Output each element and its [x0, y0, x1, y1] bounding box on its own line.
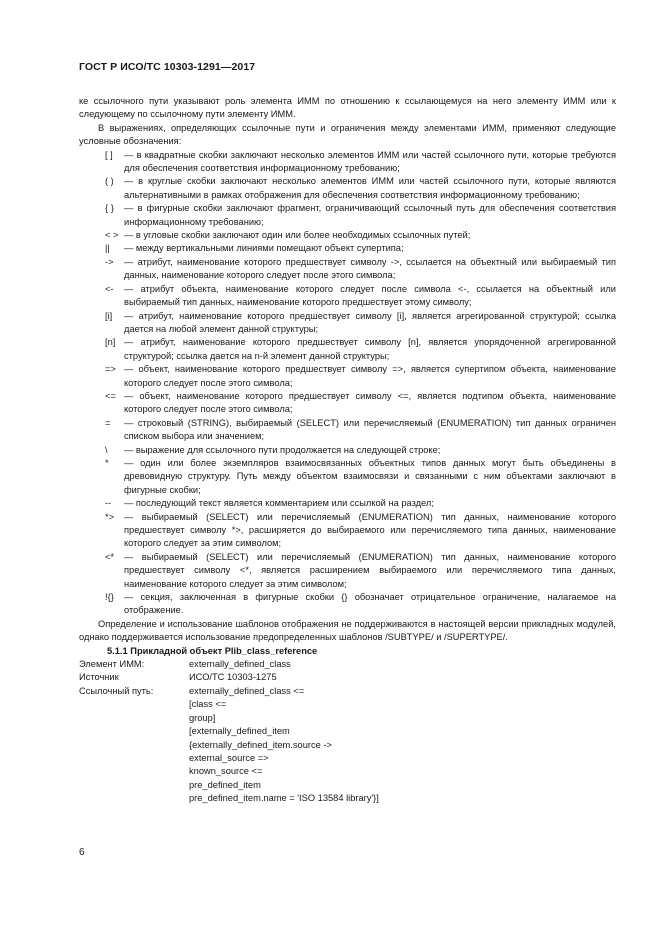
templates-paragraph: Определение и использование шаблонов отображения не поддерживаются в настоящей версии прикладных модулей, однако поддерживается использование предопределенных шаблонов /SUBTYPE/ и /SUPERTYPE/.: [79, 618, 616, 643]
notation-text: — последующий текст является комментарием или ссылкой на раздел;: [124, 498, 434, 509]
path-line: group]: [189, 712, 216, 723]
page-number: 6: [79, 847, 85, 858]
notation-text: — объект, наименование которого предшествует символу <=, является подтипом объекта, наименование которого следует после этого символа;: [124, 390, 616, 415]
notation-text: — выражение для ссылочного пути продолжается на следующей строке;: [124, 444, 441, 455]
notation-text: — строковый (STRING), выбираемый (SELECT) или перечисляемый (ENUMERATION) тип данных ограничен списком выбора или значением;: [124, 417, 616, 442]
notation-list: [79, 149, 616, 618]
notation-text: — в круглые скобки заключают несколько элементов ИММ или частей ссылочного пути, которые являются альтернативными в рамках отображения для обеспечения соответствия информационному требованию;: [124, 176, 616, 200]
notation-item: [79, 283, 616, 310]
section-title: 5.1.1 Прикладной объект Plib_class_reference: [107, 645, 318, 656]
notation-text: — между вертикальными линиями помещают объект супертипа;: [124, 243, 404, 254]
notation-item: [79, 591, 616, 618]
element-value: externally_defined_class: [189, 659, 291, 670]
notation-symbol: <*: [105, 551, 115, 562]
path-line: external_source =>: [189, 752, 269, 763]
notation-item: [79, 202, 616, 229]
notation-text: — в фигурные скобки заключают фрагмент, ограничивающий ссылочный путь для обеспечения соответствия информационному требованию;: [124, 203, 616, 227]
notation-text: — выбираемый (SELECT) или перечисляемый (ENUMERATION) тип данных, наименование которого предшествует символу *>, расширяется до выбираемого или перечисляемого типа данных, наименование которого следует за этим символом;: [124, 511, 616, 549]
notation-item: [79, 390, 616, 417]
source-label: Источник: [79, 672, 119, 683]
notation-intro-paragraph: В выражениях, определяющих ссылочные пути и ограничения между элементами ИММ, применяют следующие условные обозначения:: [79, 122, 616, 147]
notation-item: [79, 229, 616, 242]
notation-symbol: <=: [105, 390, 116, 401]
notation-symbol: --: [105, 498, 112, 509]
notation-text: — секция, заключенная в фигурные скобки {} обозначает отрицательное ограничение, налагаемое на отображение.: [124, 592, 616, 616]
notation-item: [79, 417, 616, 444]
notation-text: — в угловые скобки заключают один или более необходимых ссылочных путей;: [124, 230, 471, 241]
notation-symbol: ||: [105, 243, 110, 254]
notation-symbol: ->: [105, 256, 114, 267]
notation-text: — выбираемый (SELECT) или перечисляемый (ENUMERATION) тип данных, наименование которого предшествует символу <*, является расширением выбираемого или перечисляемого типа данных, наименование которого следует за этим символом;: [124, 551, 616, 589]
path-row: [79, 685, 616, 698]
notation-symbol: =>: [105, 364, 116, 375]
element-row: [79, 658, 616, 671]
path-line: known_source <=: [189, 766, 263, 777]
path-line: pre_defined_item: [189, 779, 261, 790]
notation-text: — один или более экземпляров взаимосвязанных объектных типов данных могут быть объединены в древовидную структуру. Путь между объектом взаимосвязи и связанными с ним объектами заключают в фигурные скобки;: [124, 457, 616, 495]
path-line: [externally_defined_item: [189, 726, 290, 737]
notation-symbol: *: [105, 457, 109, 468]
notation-item: [79, 457, 616, 497]
notation-item: [79, 310, 616, 337]
notation-item: [79, 511, 616, 551]
notation-symbol: <-: [105, 283, 114, 294]
notation-text: — в квадратные скобки заключают несколько элементов ИММ или частей ссылочного пути, которые требуются для обеспечения соответствия информационному требованию;: [124, 149, 616, 174]
notation-text: — атрибут, наименование которого предшествует символу ->, ссылается на объектный или выбираемый тип данных, наименование которого следует после этого символа;: [124, 256, 616, 281]
notation-symbol: !{}: [105, 592, 114, 603]
notation-symbol: [ ]: [105, 149, 113, 160]
notation-item: [79, 175, 616, 202]
notation-item: [79, 256, 616, 283]
path-line: pre_defined_item.name = 'ISO 13584 library'}]: [189, 793, 379, 804]
notation-item: [79, 497, 616, 510]
path-line: {externally_defined_item.source ->: [189, 739, 332, 750]
notation-text: — атрибут объекта, наименование которого следует после символа <-, ссылается на объектный или выбираемый тип данных, наименование которого предшествует этому символу;: [124, 283, 616, 308]
path-label: Ссылочный путь:: [79, 685, 154, 696]
intro-paragraph: ке ссылочного пути указывают роль элемента ИММ по отношению к ссылающемуся на него элементу ИММ или к следующему по ссылочному пути элементу ИММ.: [79, 96, 616, 120]
notation-symbol: *>: [105, 511, 115, 522]
notation-item: [79, 551, 616, 591]
notation-item: [79, 336, 616, 363]
notation-item: [79, 149, 616, 176]
notation-symbol: ( ): [105, 176, 114, 187]
notation-item: [79, 242, 616, 255]
notation-text: — атрибут, наименование которого предшествует символу [i], является агрегированной структурой; ссылка дается на любой элемент данной структуры;: [124, 310, 616, 334]
notation-text: — объект, наименование которого предшествует символу =>, является супертипом объекта, наименование которого следует после этого символа;: [124, 364, 616, 388]
path-line: [class <=: [189, 699, 227, 710]
notation-text: — атрибут, наименование которого предшествует символу [n], является упорядоченной агрегированной структурой; ссылка дается на n-й элемент данной структуры;: [124, 337, 616, 361]
notation-item: [79, 444, 616, 457]
page-content: [79, 95, 616, 806]
element-label: Элемент ИММ:: [79, 659, 145, 670]
source-row: [79, 671, 616, 684]
notation-symbol: { }: [105, 203, 114, 214]
notation-item: [79, 363, 616, 390]
notation-symbol: =: [105, 417, 111, 428]
notation-symbol: \: [105, 444, 108, 455]
notation-symbol: < >: [105, 230, 119, 241]
page-header: ГОСТ Р ИСО/ТС 10303-1291—2017: [79, 61, 256, 73]
notation-symbol: [i]: [105, 310, 113, 321]
path-first-line: externally_defined_class <=: [189, 685, 305, 696]
notation-symbol: [n]: [105, 337, 116, 348]
source-value: ИСО/ТС 10303-1275: [189, 672, 277, 683]
